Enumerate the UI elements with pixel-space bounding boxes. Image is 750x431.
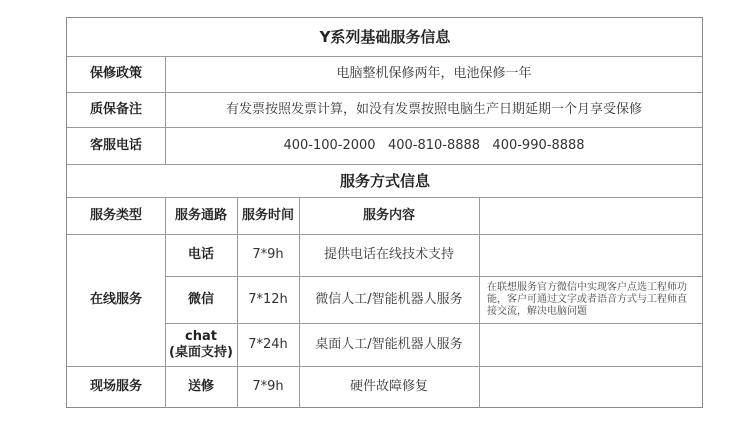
series-title: Y系列基础服务信息 xyxy=(319,28,451,46)
header-channel: 服务通路 xyxy=(174,207,227,223)
onsite-hours: 7*9h xyxy=(252,379,284,394)
row-wechat-content: 微信人工/智能机器人服务 xyxy=(315,291,463,307)
service-info-table xyxy=(66,17,703,408)
note-label: 质保备注 xyxy=(89,101,142,117)
row-phone-content: 提供电话在线技术支持 xyxy=(323,247,454,262)
hotline-value: 400-100-2000 400-810-8888 400-990-8888 xyxy=(283,137,585,153)
onsite-service-type: 现场服务 xyxy=(89,379,142,394)
hotline-label: 客服电话 xyxy=(89,137,142,153)
online-service-type: 在线服务 xyxy=(89,292,142,307)
row-wechat-hours: 7*12h xyxy=(248,291,288,307)
header-hours: 服务时间 xyxy=(241,207,294,223)
row-chat-content: 桌面人工/智能机器人服务 xyxy=(315,336,463,352)
header-type: 服务类型 xyxy=(89,207,142,223)
row-chat-channel: chat (桌面支持) xyxy=(169,328,233,360)
row-wechat-note: 在联想服务官方微信中实现客户点选工程师功能，客户可通过文字或者语音方式与工程师直接交流，解决电脑问题 xyxy=(487,281,687,317)
service-section-title: 服务方式信息 xyxy=(339,171,430,190)
warranty-label: 保修政策 xyxy=(89,66,142,81)
row-phone-hours: 7*9h xyxy=(252,247,284,262)
onsite-content: 硬件故障修复 xyxy=(349,379,428,394)
note-value: 有发票按照发票计算，如没有发票按照电脑生产日期延期一个月享受保修 xyxy=(225,101,642,117)
row-wechat-channel: 微信 xyxy=(187,291,214,307)
warranty-value: 电脑整机保修两年，电池保修一年 xyxy=(336,66,532,81)
row-phone-channel: 电话 xyxy=(187,247,214,262)
row-chat-hours: 7*24h xyxy=(248,336,288,352)
onsite-channel: 送修 xyxy=(187,379,214,394)
header-content: 服务内容 xyxy=(362,207,415,223)
